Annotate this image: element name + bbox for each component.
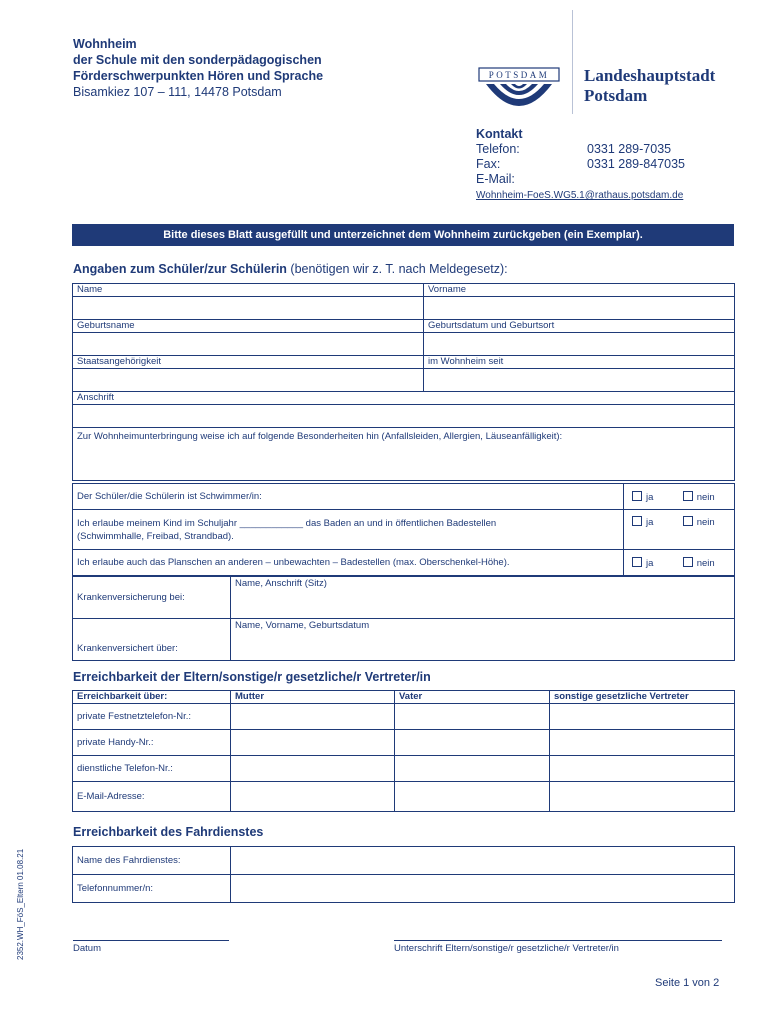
planschen-options [624,550,735,576]
mutter-email-field[interactable] [231,782,395,812]
vater-email-field[interactable] [395,782,550,812]
row-email-label: E-Mail-Adresse: [73,782,231,812]
header-vater: Vater [395,691,550,704]
row-dienstlich-label: dienstliche Telefon-Nr.: [73,756,231,782]
signature-line[interactable] [394,940,722,941]
baden-options [624,510,735,550]
consent-table [72,483,735,576]
option-nein-label: nein [696,491,715,503]
mutter-handy-field[interactable] [231,730,395,756]
checkbox-nein[interactable] [683,491,693,501]
besonderheiten-label: Zur Wohnheimunterbringung weise ich auf folgende Besonderheiten hin (Anfallsleiden, Allergien, Läuseanfälligkeit): [77,431,563,442]
fax-label: Fax: [476,157,501,171]
kv-ueber-field[interactable] [231,619,735,661]
institution-name-line: der Schule mit den sonderpädagogischen [73,53,322,67]
svg-text:POTSDAM: POTSDAM [488,70,550,80]
baden-question-line: (Schwimmhalle, Freibad, Strandbad). [77,530,234,542]
option-ja-label: ja [646,517,654,528]
fax-value: 0331 289-847035 [587,157,686,171]
phone-value: 0331 289-7035 [587,142,672,156]
checkbox-ja[interactable] [632,516,642,526]
checkbox-ja[interactable] [632,491,642,501]
anschrift-field[interactable] [73,405,735,428]
page-number: Seite 1 von 2 [655,977,720,989]
checkbox-nein[interactable] [683,557,693,567]
form-code: 2352.WH_FöS_Eltern 01.08.21 [16,848,25,960]
fahrdienst-table [72,846,735,903]
institution-name-line: Förderschwerpunkten Hören und Sprache [73,69,324,83]
student-info-table [72,283,735,481]
section-title-note: (benötigen wir z. T. nach Meldegesetz): [286,262,508,276]
schwimmer-options [624,484,735,510]
geburtsname-field[interactable] [73,333,424,356]
vater-handy-field[interactable] [395,730,550,756]
baden-question-line: Ich erlaube meinem Kind im Schuljahr ____________ das Baden an und in öffentlichen Badestellen [77,517,497,529]
wohnheim-seit-field[interactable] [424,369,735,392]
staatsangehoerigkeit-field[interactable] [73,369,424,392]
fahrdienst-name-label: Name des Fahrdienstes: [73,847,231,875]
sonstige-handy-field[interactable] [550,730,735,756]
fahrdienst-section-title: Erreichbarkeit des Fahrdienstes [73,825,264,839]
wohnheim-seit-label: im Wohnheim seit [424,356,735,369]
geburtsdatum-label: Geburtsdatum und Geburtsort [424,320,735,333]
row-festnetz-label: private Festnetztelefon-Nr.: [73,704,231,730]
checkbox-ja[interactable] [632,557,642,567]
name-label: Name [73,284,424,297]
fahrdienst-name-field[interactable] [231,847,735,875]
name-field[interactable] [73,297,424,320]
header-mutter: Mutter [231,691,395,704]
fahrdienst-telefon-field[interactable] [231,875,735,903]
insurance-table [72,576,735,661]
option-nein-label: nein [696,557,715,569]
email-label: E-Mail: [476,172,515,186]
city-logo [478,10,738,120]
institution-name-line: Wohnheim [73,37,137,51]
contact-title: Kontakt [476,127,523,141]
parents-section-title: Erreichbarkeit der Eltern/sonstige/r gesetzliche/r Vertreter/in [73,670,431,684]
vater-festnetz-field[interactable] [395,704,550,730]
header-erreichbarkeit: Erreichbarkeit über: [73,691,231,704]
student-section-title [73,262,508,276]
city-name [584,66,715,106]
city-name-line: Potsdam [584,86,648,105]
section-title-bold: Angaben zum Schüler/zur Schülerin [73,262,287,276]
option-ja-label: ja [646,557,654,569]
vorname-field[interactable] [424,297,735,320]
option-nein-label: nein [696,517,715,528]
sonstige-email-field[interactable] [550,782,735,812]
kv-bei-field[interactable] [231,577,735,619]
email-link[interactable]: Wohnheim-FoeS.WG5.1@rathaus.potsdam.de [476,190,684,201]
geburtsname-label: Geburtsname [73,320,424,333]
kv-bei-label: Krankenversicherung bei: [73,577,231,619]
baden-question [73,510,624,550]
vorname-label: Vorname [424,284,735,297]
sonstige-dienstlich-field[interactable] [550,756,735,782]
mutter-festnetz-field[interactable] [231,704,395,730]
option-ja-label: ja [646,491,654,503]
kv-sitz-hint: Name, Anschrift (Sitz) [235,578,327,589]
city-name-line: Landeshauptstadt [584,66,716,85]
staatsangehoerigkeit-label: Staatsangehörigkeit [73,356,424,369]
besonderheiten-field[interactable] [73,428,735,481]
logo-divider [572,10,573,114]
kv-ueber-label: Krankenversichert über: [73,619,231,661]
instruction-banner: Bitte dieses Blatt ausgefüllt und unterzeichnet dem Wohnheim zurückgeben (ein Exemplar). [72,224,734,246]
header-sonstige: sonstige gesetzliche Vertreter [550,691,735,704]
institution-address [73,36,323,100]
fahrdienst-telefon-label: Telefonnummer/n: [73,875,231,903]
mutter-dienstlich-field[interactable] [231,756,395,782]
phone-label: Telefon: [476,142,520,156]
checkbox-nein[interactable] [683,516,693,526]
geburtsdatum-field[interactable] [424,333,735,356]
contact-block [476,127,685,203]
planschen-question: Ich erlaube auch das Planschen an anderen – unbewachten – Badestellen (max. Oberschenkel-Höhe). [73,550,624,576]
anschrift-label: Anschrift [73,392,735,405]
schwimmer-question: Der Schüler/die Schülerin ist Schwimmer/in: [73,484,624,510]
parents-table [72,690,735,812]
signature-label: Unterschrift Eltern/sonstige/r gesetzliche/r Vertreter/in [394,943,619,954]
potsdam-emblem-icon [478,66,560,118]
vater-dienstlich-field[interactable] [395,756,550,782]
row-handy-label: private Handy-Nr.: [73,730,231,756]
kv-person-hint: Name, Vorname, Geburtsdatum [235,620,370,631]
institution-street: Bisamkiez 107 – 111, 14478 Potsdam [73,85,282,99]
sonstige-festnetz-field[interactable] [550,704,735,730]
datum-label: Datum [73,943,101,954]
datum-line[interactable] [73,940,229,941]
